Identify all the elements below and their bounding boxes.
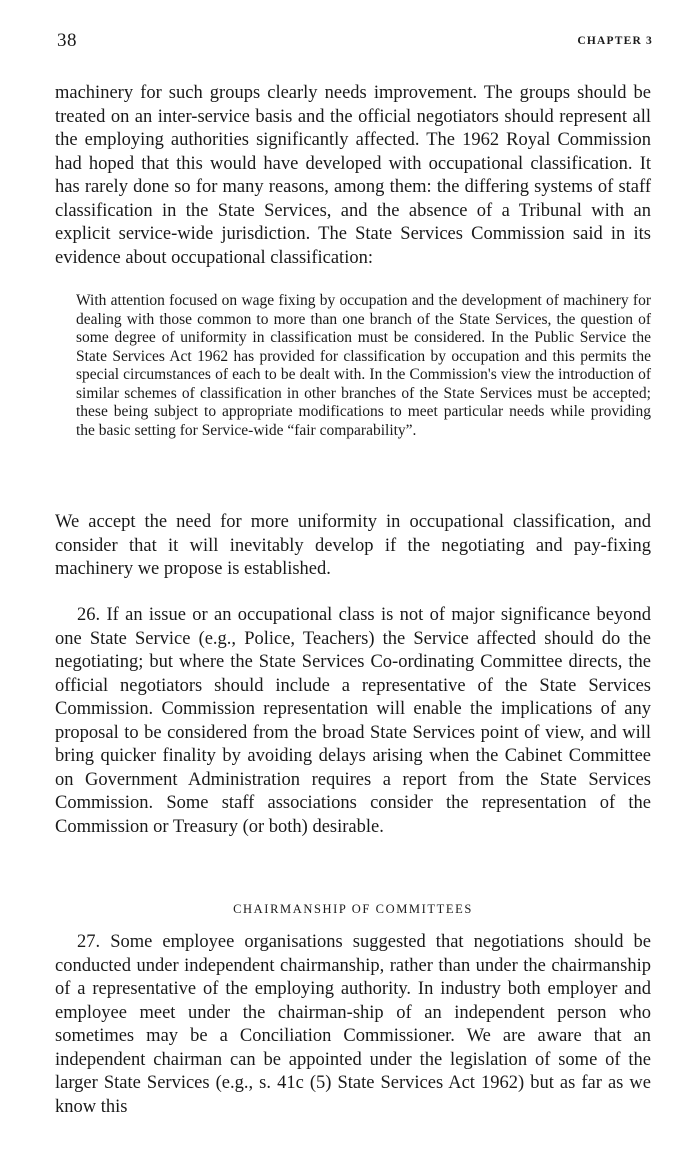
page-number: 38 <box>57 30 77 51</box>
paragraph-27: 27. Some employee organisations suggested that negotiations should be conducted under independent chairmanship, rather than under the chairmanship of a representative of the employing authority. In industry both employer and employee meet under the chairman-ship of an independent person who sometimes may be a Conciliation Commissioner. We are aware that an independent chairman can be appointed under the legislation of some of the larger State Services (e.g., s. 41c (5) State Services Act 1962) but as far as we know this <box>55 932 651 1117</box>
block-quote: With attention focused on wage fixing by occupation and the development of machinery for dealing with those common to more than one branch of the State Services, the question of some degree of uniformity in classification must be considered. In the Public Service the State Services Act 1962 has provided for classification by occupation and this permits the special circumstances of each to be dealt with. In the Commission's view the introduction of similar schemes of classification in other branches of the State Services must be accepted; these being subject to appropriate modifications to meet particular needs while providing the basic setting for Service-wide “fair comparability”. <box>76 292 651 439</box>
running-head: CHAPTER 3 <box>577 35 653 47</box>
paragraph-26: 26. If an issue or an occupational class is not of major significance beyond one State Service (e.g., Police, Teachers) the Service affected should do the negotiating; but where the State Services Co-ordinating Committee directs, the official negotiators should include a representative of the State Services Commission. Commission representation will enable the implications of any proposal to be considered from the broad State Services point of view, and will bring quicker finality by avoiding delays arising when the Cabinet Committee on Government Administration requires a report from the State Services Commission. Some staff associations consider the representation of the Commission or Treasury (or both) desirable. <box>55 605 651 837</box>
body-paragraph: We accept the need for more uniformity in occupational classification, and consider that it will inevitably develop if the negotiating and pay-fixing machinery we propose is established. <box>55 512 651 579</box>
section-heading: CHAIRMANSHIP OF COMMITTEES <box>233 902 473 916</box>
body-paragraph: machinery for such groups clearly needs improvement. The groups should be treated on an inter-service basis and the official negotiators should represent all the employing authorities significantly affected. The 1962 Royal Commission had hoped that this would have developed with occupational classification. It has rarely done so for many reasons, among them: the differing systems of staff classification in the State Services, and the absence of a Tribunal with an explicit service-wide jurisdiction. The State Services Commission said in its evidence about occupational classification: <box>55 83 651 268</box>
